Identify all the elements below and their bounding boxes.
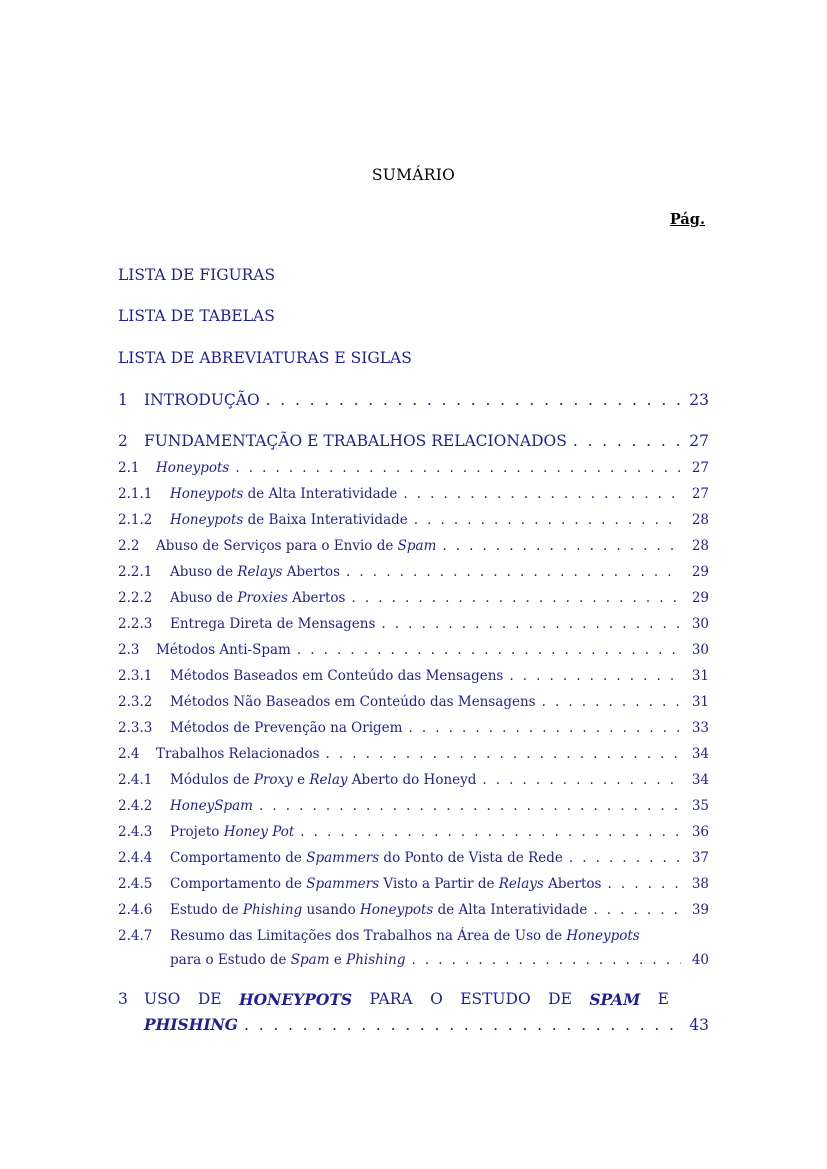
toc-label: para o Estudo de Spam e Phishing <box>170 952 406 968</box>
toc-label: Honeypots de Alta Interatividade <box>170 486 398 502</box>
toc-leader <box>509 668 681 684</box>
toc-label: Estudo de Phishing usando Honeypots de Alta Interatividade <box>170 902 588 918</box>
toc-label: FUNDAMENTAÇÃO E TRABALHOS RELACIONADOS <box>144 432 567 450</box>
toc-leader <box>346 564 681 580</box>
toc-link-2-3-2[interactable] <box>118 694 709 716</box>
toc-label: Comportamento de Spammers Visto a Partir de Relays Abertos <box>170 876 602 892</box>
toc-label: Honeypots de Baixa Interatividade <box>170 512 408 528</box>
toc-link-list-of-abbreviations[interactable] <box>118 349 709 371</box>
toc-leader <box>326 746 681 762</box>
toc-page-number: 30 <box>691 616 709 632</box>
toc-leader <box>573 432 681 450</box>
toc-label: Abuso de Serviços para o Envio de Spam <box>156 538 437 554</box>
toc-number: 2.4.2 <box>118 798 153 814</box>
toc-label: Entrega Direta de Mensagens <box>170 616 376 632</box>
toc-label: Abuso de Proxies Abertos <box>170 590 346 606</box>
toc-page-number: 43 <box>689 1016 709 1034</box>
toc-link-list-of-figures[interactable] <box>118 266 709 288</box>
toc-number: 2.2.2 <box>118 590 153 606</box>
toc-label: PHISHING <box>144 1015 239 1034</box>
toc-number: 2.4.7 <box>118 928 153 944</box>
toc-link-2-2-2[interactable] <box>118 590 709 612</box>
toc-page-number: 31 <box>691 694 709 710</box>
toc-number: 2.1.2 <box>118 512 153 528</box>
toc-number: 2.4.6 <box>118 902 153 918</box>
toc-link-2-1-2[interactable] <box>118 512 709 534</box>
toc-label: Trabalhos Relacionados <box>156 746 320 762</box>
toc-link-2-1-1[interactable] <box>118 486 709 508</box>
toc-label: Honeypots <box>156 460 230 476</box>
toc-page-number: 34 <box>691 772 709 788</box>
toc-number: 2.3.2 <box>118 694 153 710</box>
toc-label: Comportamento de Spammers do Ponto de Vista de Rede <box>170 850 563 866</box>
toc-page-number: 23 <box>689 391 709 409</box>
toc-page-number: 39 <box>691 902 709 918</box>
toc-number: 2.2.3 <box>118 616 153 632</box>
toc-leader <box>266 391 681 409</box>
toc-number: 2.1.1 <box>118 486 153 502</box>
toc-page-number: 33 <box>691 720 709 736</box>
toc-page-number: 37 <box>691 850 709 866</box>
toc-link-2-2-1[interactable] <box>118 564 709 586</box>
toc-number: 2.1 <box>118 460 140 476</box>
toc-number: 1 <box>118 391 128 409</box>
toc-page-number: 29 <box>691 590 709 606</box>
toc-number: 2.3.1 <box>118 668 153 684</box>
toc-label: LISTA DE FIGURAS <box>118 266 276 284</box>
toc-page-number: 28 <box>691 512 709 528</box>
toc-leader <box>412 952 682 968</box>
toc-page-number: 27 <box>689 432 709 450</box>
toc-link-chapter-3[interactable] <box>144 1015 709 1037</box>
toc-leader <box>297 642 681 658</box>
toc-label: LISTA DE TABELAS <box>118 307 275 325</box>
toc-page-number: 28 <box>691 538 709 554</box>
toc-number: 3 <box>118 990 128 1008</box>
toc-leader <box>542 694 681 710</box>
toc-label: USO DE HONEYPOTS PARA O ESTUDO DE SPAM E <box>144 990 669 1009</box>
page-column-header: Pág. <box>669 211 705 228</box>
toc-link-2-3-3[interactable] <box>118 720 709 742</box>
toc-leader <box>482 772 681 788</box>
toc-label: LISTA DE ABREVIATURAS E SIGLAS <box>118 349 412 367</box>
toc-link-2-1[interactable] <box>118 460 709 482</box>
toc-leader <box>414 512 681 528</box>
toc-label: Módulos de Proxy e Relay Aberto do Honeyd <box>170 772 477 788</box>
toc-leader <box>408 720 681 736</box>
toc-label: Métodos Anti-Spam <box>156 642 291 658</box>
toc-link-2-3[interactable] <box>118 642 709 664</box>
toc-number: 2.4.3 <box>118 824 153 840</box>
toc-number: 2.2.1 <box>118 564 153 580</box>
toc-page-number: 27 <box>691 460 709 476</box>
toc-link-2-4-3[interactable] <box>118 824 709 846</box>
toc-label: Métodos Não Baseados em Conteúdo das Mensagens <box>170 694 536 710</box>
toc-page-number: 34 <box>691 746 709 762</box>
toc-link-2-3-1[interactable] <box>118 668 709 690</box>
toc-page-number: 29 <box>691 564 709 580</box>
toc-link-chapter-2[interactable] <box>118 432 709 454</box>
toc-number: 2.4 <box>118 746 140 762</box>
toc-number: 2.3.3 <box>118 720 153 736</box>
toc-leader <box>403 486 681 502</box>
toc-label: INTRODUÇÃO <box>144 391 260 409</box>
toc-page-number: 27 <box>691 486 709 502</box>
toc-number: 2.2 <box>118 538 140 554</box>
toc-link-2-4[interactable] <box>118 746 709 768</box>
toc-page-number: 38 <box>691 876 709 892</box>
toc-number: 2.4.5 <box>118 876 153 892</box>
toc-leader <box>244 1016 681 1034</box>
toc-number: 2.3 <box>118 642 140 658</box>
toc-leader <box>351 590 681 606</box>
toc-number: 2.4.1 <box>118 772 153 788</box>
toc-page-number: 36 <box>691 824 709 840</box>
toc-leader <box>442 538 681 554</box>
toc-page-number: 35 <box>691 798 709 814</box>
page-title: SUMÁRIO <box>371 166 456 184</box>
toc-link-2-4-1[interactable] <box>118 772 709 794</box>
toc-link-2-4-4[interactable] <box>118 850 709 872</box>
toc-leader <box>235 460 681 476</box>
toc-link-list-of-tables[interactable] <box>118 307 709 329</box>
toc-link-2-2[interactable] <box>118 538 709 560</box>
toc-label: Abuso de Relays Abertos <box>170 564 341 580</box>
toc-number: 2.4.4 <box>118 850 153 866</box>
toc-link-2-4-2[interactable] <box>118 798 709 820</box>
toc-label: Projeto Honey Pot <box>170 824 295 840</box>
toc-leader <box>569 850 681 866</box>
toc-link-2-4-7[interactable] <box>170 952 709 974</box>
toc-leader <box>381 616 681 632</box>
toc-link-2-4-7-line1[interactable] <box>118 928 640 944</box>
toc-label: HoneySpam <box>170 798 253 814</box>
toc-link-2-2-3[interactable] <box>118 616 709 638</box>
toc-number: 2 <box>118 432 128 450</box>
toc-link-chapter-1[interactable] <box>118 391 709 413</box>
toc-page-number: 40 <box>691 952 709 968</box>
toc-page-number: 31 <box>691 668 709 684</box>
toc-label: Métodos Baseados em Conteúdo das Mensagens <box>170 668 504 684</box>
toc-leader <box>593 902 681 918</box>
toc-leader <box>300 824 681 840</box>
toc-label: Métodos de Prevenção na Origem <box>170 720 403 736</box>
toc-link-2-4-6[interactable] <box>118 902 709 924</box>
toc-leader <box>607 876 681 892</box>
toc-leader <box>259 798 681 814</box>
toc-label: Resumo das Limitações dos Trabalhos na Área de Uso de Honeypots <box>170 928 640 944</box>
toc-link-chapter-3-line1[interactable] <box>118 990 669 1009</box>
toc-page-number: 30 <box>691 642 709 658</box>
toc-link-2-4-5[interactable] <box>118 876 709 898</box>
